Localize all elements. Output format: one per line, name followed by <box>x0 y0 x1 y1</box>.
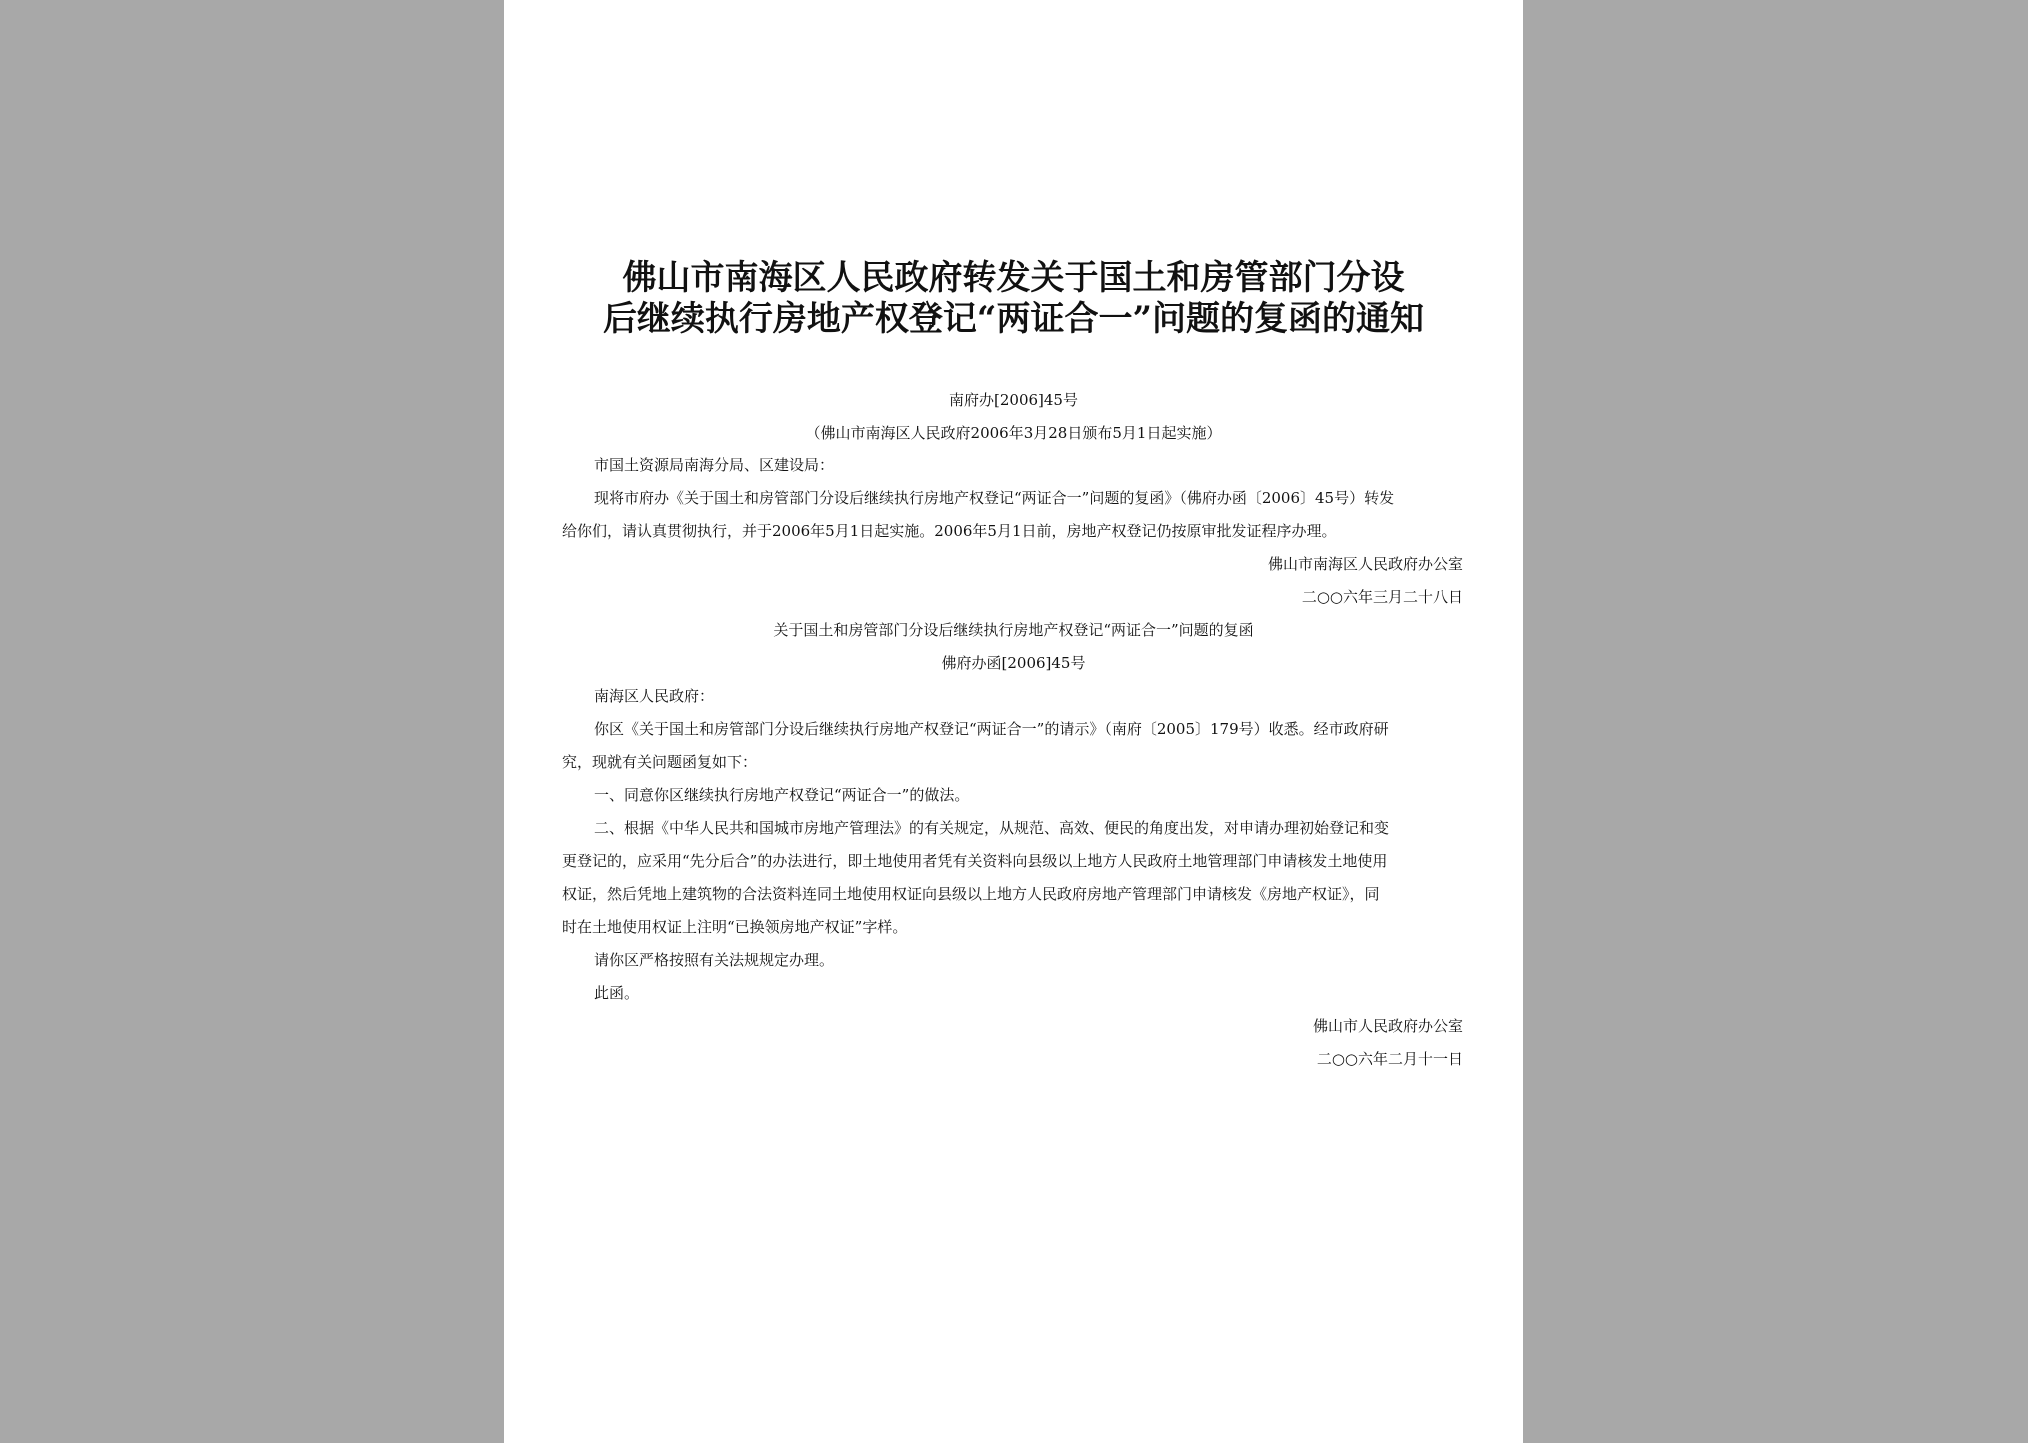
attachment-sign-date: 二○○六年二月十一日 <box>1316 1050 1463 1068</box>
title-line-2: 后继续执行房地产权登记“两证合一”问题的复函的通知 <box>602 299 1425 339</box>
body-line-2: 给你们，请认真贯彻执行，并于2006年5月1日起实施。2006年5月1日前，房地产权登记仍按原审批发证程序办理。 <box>562 522 1337 540</box>
issued-note: （佛山市南海区人民政府2006年3月28日颁布5月1日起实施） <box>805 424 1222 442</box>
body-line-1: 现将市府办《关于国土和房管部门分设后继续执行房地产权登记“两证合一”问题的复函》（佛府办函〔2006〕45号）转发 <box>594 489 1395 507</box>
sign-date: 二○○六年三月二十八日 <box>1301 588 1463 606</box>
addressee: 市国土资源局南海分局、区建设局： <box>594 456 835 474</box>
attachment-signer: 佛山市人民政府办公室 <box>1312 1017 1463 1035</box>
attachment-item2-line1: 二、根据《中华人民共和国城市房地产管理法》的有关规定，从规范、高效、便民的角度出发，对申请办理初始登记和变 <box>594 819 1390 837</box>
attachment-para1-line1: 你区《关于国土和房管部门分设后继续执行房地产权登记“两证合一”的请示》（南府〔2005〕179号）收悉。经市政府研 <box>594 720 1389 738</box>
attachment-para1-line2: 究，现就有关问题函复如下： <box>562 753 758 771</box>
attachment-item2-line4: 时在土地使用权证上注明“已换领房地产权证”字样。 <box>562 918 908 936</box>
signer: 佛山市南海区人民政府办公室 <box>1267 555 1463 573</box>
attachment-addressee: 南海区人民政府： <box>594 687 715 705</box>
attachment-item2-line2: 更登记的，应采用“先分后合”的办法进行，即土地使用者凭有关资料向县级以上地方人民政府土地管理部门申请核发土地使用 <box>562 852 1388 870</box>
attachment-item2-line3: 权证，然后凭地上建筑物的合法资料连同土地使用权证向县级以上地方人民政府房地产管理部门申请核发《房地产权证》，同 <box>562 885 1380 903</box>
attachment-item1: 一、同意你区继续执行房地产权登记“两证合一”的做法。 <box>594 786 970 804</box>
document-number: 南府办[2006]45号 <box>949 391 1078 409</box>
document-title <box>564 258 1463 340</box>
attachment-doc-number: 佛府办函[2006]45号 <box>941 654 1086 672</box>
document-page <box>504 0 1523 1443</box>
title-line-1: 佛山市南海区人民政府转发关于国土和房管部门分设 <box>622 258 1405 298</box>
attachment-closing-1: 请你区严格按照有关法规规定办理。 <box>594 951 835 969</box>
attachment-title: 关于国土和房管部门分设后继续执行房地产权登记“两证合一”问题的复函 <box>773 621 1254 639</box>
attachment-closing-2: 此函。 <box>594 984 640 1002</box>
